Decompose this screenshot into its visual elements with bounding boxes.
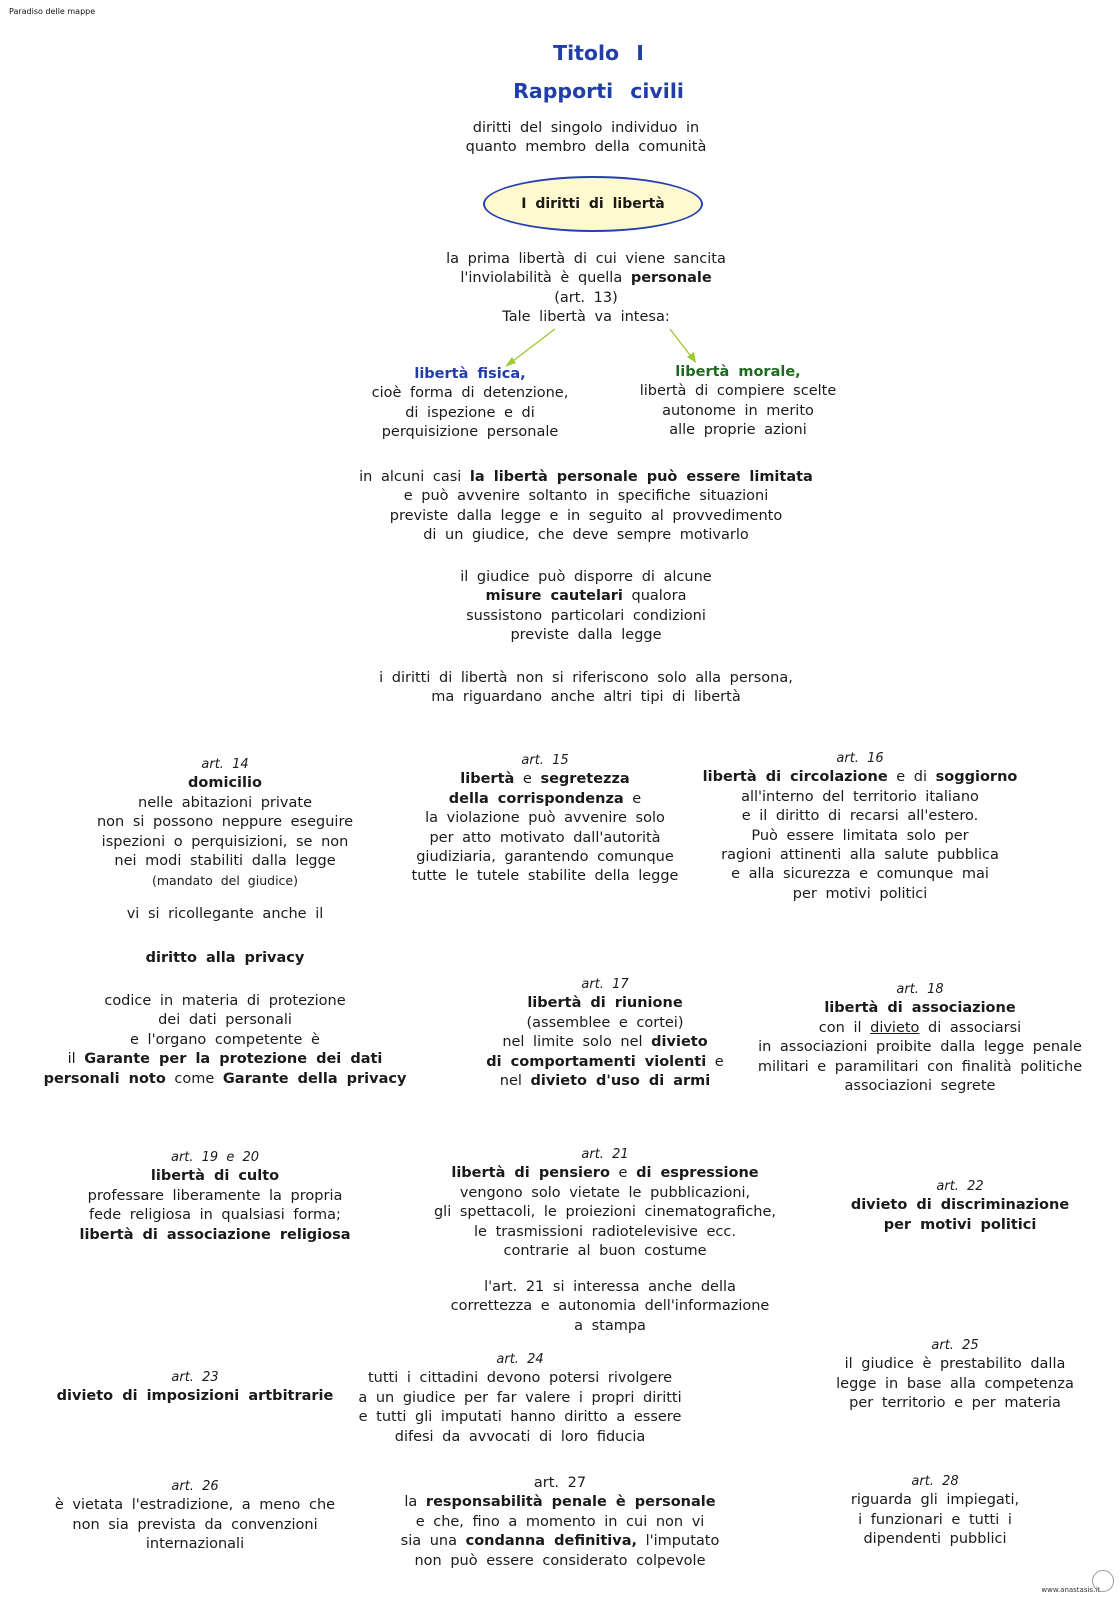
art-line: per atto motivato dall'autorità (429, 829, 661, 846)
art-line (700, 1019, 1120, 1038)
art-title: domicilio (188, 775, 262, 792)
art-text: l'imputato (637, 1533, 720, 1550)
arrow-left (509, 329, 555, 364)
art-keyword: di espressione (636, 1165, 759, 1182)
art25-block (755, 1336, 1120, 1414)
art-line: (mandato del giudice) (151, 873, 298, 889)
art-line: fede religiosa in qualsiasi forma; (89, 1207, 341, 1224)
art-number: art. 24 (496, 1352, 544, 1367)
art-line: i funzionari e tutti i (858, 1511, 1012, 1528)
art-number: art. 28 (911, 1474, 959, 1489)
personal-keyword: personale (630, 270, 712, 287)
art-line: libertà di associazione religiosa (79, 1226, 351, 1243)
art-number: art. 18 (896, 982, 944, 997)
art27-block (360, 1474, 760, 1571)
art-line: a un giudice per far valere i propri diritti (358, 1389, 682, 1406)
art-line: e tutti gli imputati hanno diritto a essere (358, 1409, 682, 1426)
art-line: gli spettacoli, le proiezioni cinematografiche, (433, 1204, 777, 1221)
art-number: art. 15 (521, 753, 569, 768)
other-line: ma riguardano anche altri tipi di libertà (431, 689, 741, 706)
art-line: la violazione può avvenire solo (425, 810, 665, 827)
art-line: a stampa (574, 1317, 646, 1334)
personal-line: (art. 13) (554, 289, 618, 306)
art-keyword: segretezza (540, 771, 630, 788)
measures-text (0, 568, 1120, 646)
art-line: tutti i cittadini devono potersi rivolgere (367, 1370, 673, 1387)
art28-block (735, 1472, 1120, 1550)
title-line-1: Titolo I (553, 41, 644, 65)
art-line: ragioni attinenti alla salute pubblica (721, 847, 999, 864)
art-line: per territorio e per materia (849, 1395, 1061, 1412)
measures-keyword: misure cautelari (485, 588, 623, 605)
art-title: diritto alla privacy (145, 950, 305, 966)
art-line: il giudice è prestabilito dalla (844, 1356, 1066, 1373)
other-liberties-text (0, 669, 1120, 708)
art-number: art. 14 (201, 757, 249, 772)
moral-line: libertà di compiere scelte (639, 383, 837, 400)
art-text: la (404, 1494, 426, 1511)
art-line (10, 1070, 440, 1089)
art-line: ispezioni o perquisizioni, se non (101, 833, 349, 850)
art-line: le trasmissioni radiotelevisive ecc. (474, 1223, 736, 1240)
intro-line: diritti del singolo individuo in (472, 120, 700, 136)
art-title: divieto di imposizioni artbitrarie (56, 1388, 334, 1405)
art-line: vengono solo vietate le pubblicazioni, (459, 1184, 751, 1201)
art-title: libertà di culto (150, 1168, 280, 1185)
title-line-2: Rapporti civili (513, 79, 684, 103)
art-line: militari e paramilitari con finalità politiche (757, 1058, 1083, 1075)
art14-link (20, 905, 430, 924)
art-keyword: della corrispondenza (448, 790, 624, 807)
art-line: nelle abitazioni private (138, 794, 312, 811)
art19-block (15, 1148, 415, 1245)
art22-block (760, 1177, 1120, 1235)
art-line: l'art. 21 si interessa anche della (484, 1279, 736, 1295)
limited-text: in alcuni casi (359, 469, 470, 485)
art-line: internazionali (145, 1536, 245, 1553)
physical-line: perquisizione personale (381, 424, 559, 441)
limited-line: e può avvenire soltanto in specifiche situazioni (403, 488, 769, 505)
art-number: art. 26 (171, 1479, 219, 1494)
art18-block (700, 980, 1120, 1096)
art-keyword: soggiorno (935, 769, 1018, 786)
art-line: non si possono neppure eseguire (96, 814, 354, 831)
art-number: art. 19 e 20 (170, 1150, 260, 1165)
art-line: all'interno del territorio italiano (741, 788, 979, 805)
art-line: professare liberamente la propria (87, 1187, 343, 1204)
footer-site: www.anastasis.it (1041, 1586, 1100, 1594)
art-title (650, 768, 1070, 787)
art-line: per motivi politici (792, 885, 928, 902)
art-title: libertà di riunione (527, 995, 683, 1012)
art-line: codice in materia di protezione (104, 993, 346, 1009)
art-line: non può essere considerato colpevole (414, 1552, 706, 1569)
art-text: il (67, 1051, 85, 1068)
art-number: art. 21 (581, 1147, 629, 1162)
art-title (385, 1164, 825, 1183)
physical-title: libertà fisica, (414, 366, 526, 382)
art-line (360, 1493, 760, 1512)
moral-liberty (538, 363, 938, 441)
moral-line: autonome in merito (662, 402, 814, 419)
art-keyword: divieto (870, 1019, 920, 1036)
measures-line: il giudice può disporre di alcune (460, 569, 712, 585)
art-number: art. 16 (836, 751, 884, 766)
art-text: di associarsi (919, 1019, 1022, 1036)
oval-label: I diritti di libertà (521, 196, 665, 212)
art-text: nel (499, 1073, 531, 1090)
art-line (360, 1532, 760, 1551)
art-text: e (514, 771, 541, 788)
art-line: e l'organo competente è (130, 1031, 320, 1048)
art-text: e (623, 790, 642, 807)
intro-line: quanto membro della comunità (465, 139, 707, 156)
art24-block (320, 1350, 720, 1447)
personal-line: la prima libertà di cui viene sancita (446, 251, 726, 267)
physical-line: di ispezione e di (405, 404, 535, 421)
art-line: correttezza e autonomia dell'informazione (450, 1298, 770, 1315)
measures-text: qualora (622, 588, 687, 605)
art-line: (assemblee e cortei) (526, 1014, 684, 1031)
art-line: legge in base alla competenza (836, 1375, 1074, 1392)
art-line: è vietata l'estradizione, a meno che (54, 1497, 336, 1514)
site-label: Paradiso delle mappe (9, 7, 96, 16)
art-text: e (706, 1053, 724, 1070)
art-title: per motivi politici (883, 1216, 1037, 1233)
moral-title: libertà morale, (675, 364, 801, 380)
art-keyword: di comportamenti violenti (486, 1053, 707, 1070)
art-number: art. 22 (936, 1179, 984, 1194)
arrow-right (670, 329, 693, 359)
physical-line: cioè forma di detenzione, (371, 385, 569, 402)
art-line: non sia prevista da convenzioni (72, 1516, 318, 1533)
art-number: art. 25 (931, 1338, 979, 1353)
art21-press (410, 1278, 810, 1336)
art-keyword: libertà (460, 771, 515, 788)
art-keyword: divieto (651, 1034, 708, 1051)
art-line: giudiziaria, garantendo comunque (416, 849, 674, 866)
art-line: e alla sicurezza e comunque mai (731, 866, 989, 883)
privacy-block (10, 992, 440, 1089)
moral-line: alle proprie azioni (669, 422, 807, 439)
art-title: divieto di discriminazione (850, 1197, 1070, 1214)
art21-block (385, 1145, 825, 1261)
art-keyword: Garante della privacy (222, 1070, 407, 1087)
art-keyword: libertà di circolazione (702, 769, 888, 786)
personal-text: l'inviolabilità è quella (460, 270, 631, 287)
art-number: art. 23 (171, 1370, 219, 1385)
other-line: i diritti di libertà non si riferiscono solo alla persona, (379, 670, 793, 686)
art-line: in associazioni proibite dalla legge penale (758, 1039, 1082, 1056)
logo-icon (1092, 1570, 1114, 1592)
limited-keyword: la libertà personale può essere limitata (469, 469, 813, 485)
art-line: contrarie al buon costume (503, 1243, 707, 1260)
art-line: difesi da avvocati di loro fiducia (394, 1428, 646, 1445)
art-line: riguarda gli impiegati, (850, 1492, 1020, 1509)
privacy-title (20, 949, 430, 968)
art-number: art. 27 (533, 1475, 587, 1491)
limited-liberty-text (0, 468, 1120, 546)
art-line (10, 1050, 440, 1069)
art-text: nel limite solo nel (502, 1034, 652, 1051)
art-text: e di (887, 769, 936, 786)
limited-line: previste dalla legge e in seguito al provvedimento (389, 507, 783, 524)
art-text: sia una (400, 1533, 466, 1550)
art-line: vi si ricollegante anche il (126, 906, 324, 922)
art-text: con il (818, 1019, 871, 1036)
art-keyword: divieto d'uso di armi (530, 1073, 711, 1090)
art-line: e che, fino a momento in cui non vi (415, 1513, 705, 1530)
art-line: associazioni segrete (844, 1078, 996, 1095)
limited-line (0, 468, 1120, 487)
art-line: dipendenti pubblici (863, 1531, 1007, 1548)
art26-block (0, 1477, 390, 1555)
art-text: come (165, 1070, 223, 1087)
art-keyword: condanna definitiva, (465, 1533, 638, 1550)
personal-line: Tale libertà va intesa: (502, 309, 670, 326)
art-line: nei modi stabiliti dalla legge (114, 853, 336, 870)
branch-arrows (0, 0, 1120, 380)
art-title: libertà di associazione (824, 1000, 1016, 1017)
art-line: dei dati personali (158, 1012, 292, 1029)
measures-line: sussistono particolari condizioni (466, 607, 706, 624)
art-keyword: Garante per la protezione dei dati (84, 1051, 383, 1068)
art-line: Può essere limitata solo per (751, 827, 969, 844)
art-text: e (609, 1165, 637, 1182)
art-keyword: responsabilità penale è personale (425, 1494, 716, 1511)
art-keyword: libertà di pensiero (451, 1165, 610, 1182)
measures-line (0, 587, 1120, 606)
limited-line: di un giudice, che deve sempre motivarlo (423, 527, 749, 544)
art16-block (650, 749, 1070, 904)
art-line: e il diritto di recarsi all'estero. (741, 808, 979, 825)
measures-line: previste dalla legge (510, 627, 662, 644)
art-line: tutte le tutele stabilite della legge (411, 868, 679, 885)
art-keyword: personali noto (43, 1070, 166, 1087)
art-number: art. 17 (581, 977, 629, 992)
